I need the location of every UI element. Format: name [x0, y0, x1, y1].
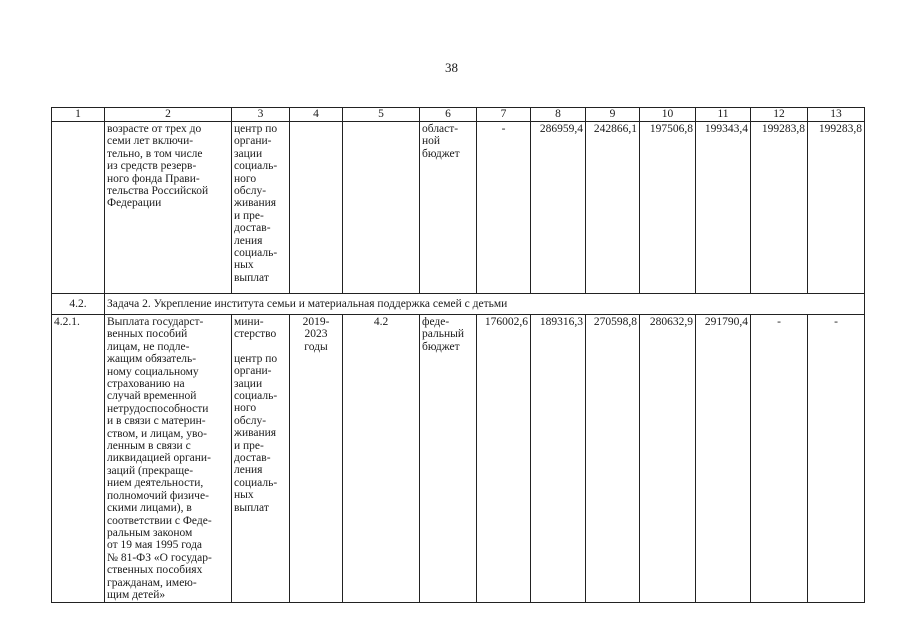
measure-description: Выплата государст- венных пособий лицам, не подле- жащим обязатель- ному социальному страхованию на случай временной нетрудоспособности и в связи с материн- ством, и лицам, уво- ленным в связи с ликвидацией органи- заций (прекраще- нием деятельности, полномочий физиче- скими лицами), в соответствии с Феде- ральным законом от 19 мая 1995 года № 81-ФЗ «О государ- ственных пособиях гражданам, имею- щим детей» [105, 315, 232, 603]
program-table [51, 107, 865, 603]
column-number: 10 [640, 108, 696, 122]
table-row [52, 315, 865, 603]
row-index: 4.2.1. [52, 315, 105, 603]
amount-col7: - [477, 122, 531, 294]
amount-col8: 286959,4 [531, 122, 586, 294]
row-index [52, 122, 105, 294]
amount-col12: 199283,8 [751, 122, 808, 294]
target-indicator: 4.2 [343, 315, 420, 603]
column-number: 2 [105, 108, 232, 122]
executor: мини- стерство центр по органи- зации социаль- ного обслу- живания и пре- достав- ления социаль- ных выплат [232, 315, 290, 603]
page-number: 38 [445, 60, 458, 75]
table-row [52, 122, 865, 294]
column-number: 3 [232, 108, 290, 122]
column-number: 5 [343, 108, 420, 122]
column-number: 9 [586, 108, 640, 122]
column-number: 1 [52, 108, 105, 122]
column-number: 8 [531, 108, 586, 122]
task-row [52, 294, 865, 315]
column-number: 12 [751, 108, 808, 122]
period [290, 122, 343, 294]
task-title: Задача 2. Укрепление института семьи и материальная поддержка семей с детьми [105, 294, 865, 315]
row-index: 4.2. [52, 294, 105, 315]
funding-source: феде- ральный бюджет [420, 315, 477, 603]
amount-col10: 280632,9 [640, 315, 696, 603]
period: 2019- 2023 годы [290, 315, 343, 603]
executor: центр по органи- зации социаль- ного обслу- живания и пре- достав- ления социаль- ных выплат [232, 122, 290, 294]
column-number-row [52, 108, 865, 122]
column-number: 6 [420, 108, 477, 122]
amount-col9: 270598,8 [586, 315, 640, 603]
amount-col13: 199283,8 [808, 122, 865, 294]
column-number: 4 [290, 108, 343, 122]
funding-source: област- ной бюджет [420, 122, 477, 294]
amount-col9: 242866,1 [586, 122, 640, 294]
amount-col11: 291790,4 [696, 315, 751, 603]
column-number: 11 [696, 108, 751, 122]
amount-col11: 199343,4 [696, 122, 751, 294]
column-number: 13 [808, 108, 865, 122]
amount-col7: 176002,6 [477, 315, 531, 603]
amount-col10: 197506,8 [640, 122, 696, 294]
column-number: 7 [477, 108, 531, 122]
measure-description: возрасте от трех до семи лет включи- тельно, в том числе из средств резерв- ного фонда Прави- тельства Российской Федерации [105, 122, 232, 294]
target-indicator [343, 122, 420, 294]
amount-col13: - [808, 315, 865, 603]
amount-col8: 189316,3 [531, 315, 586, 603]
amount-col12: - [751, 315, 808, 603]
